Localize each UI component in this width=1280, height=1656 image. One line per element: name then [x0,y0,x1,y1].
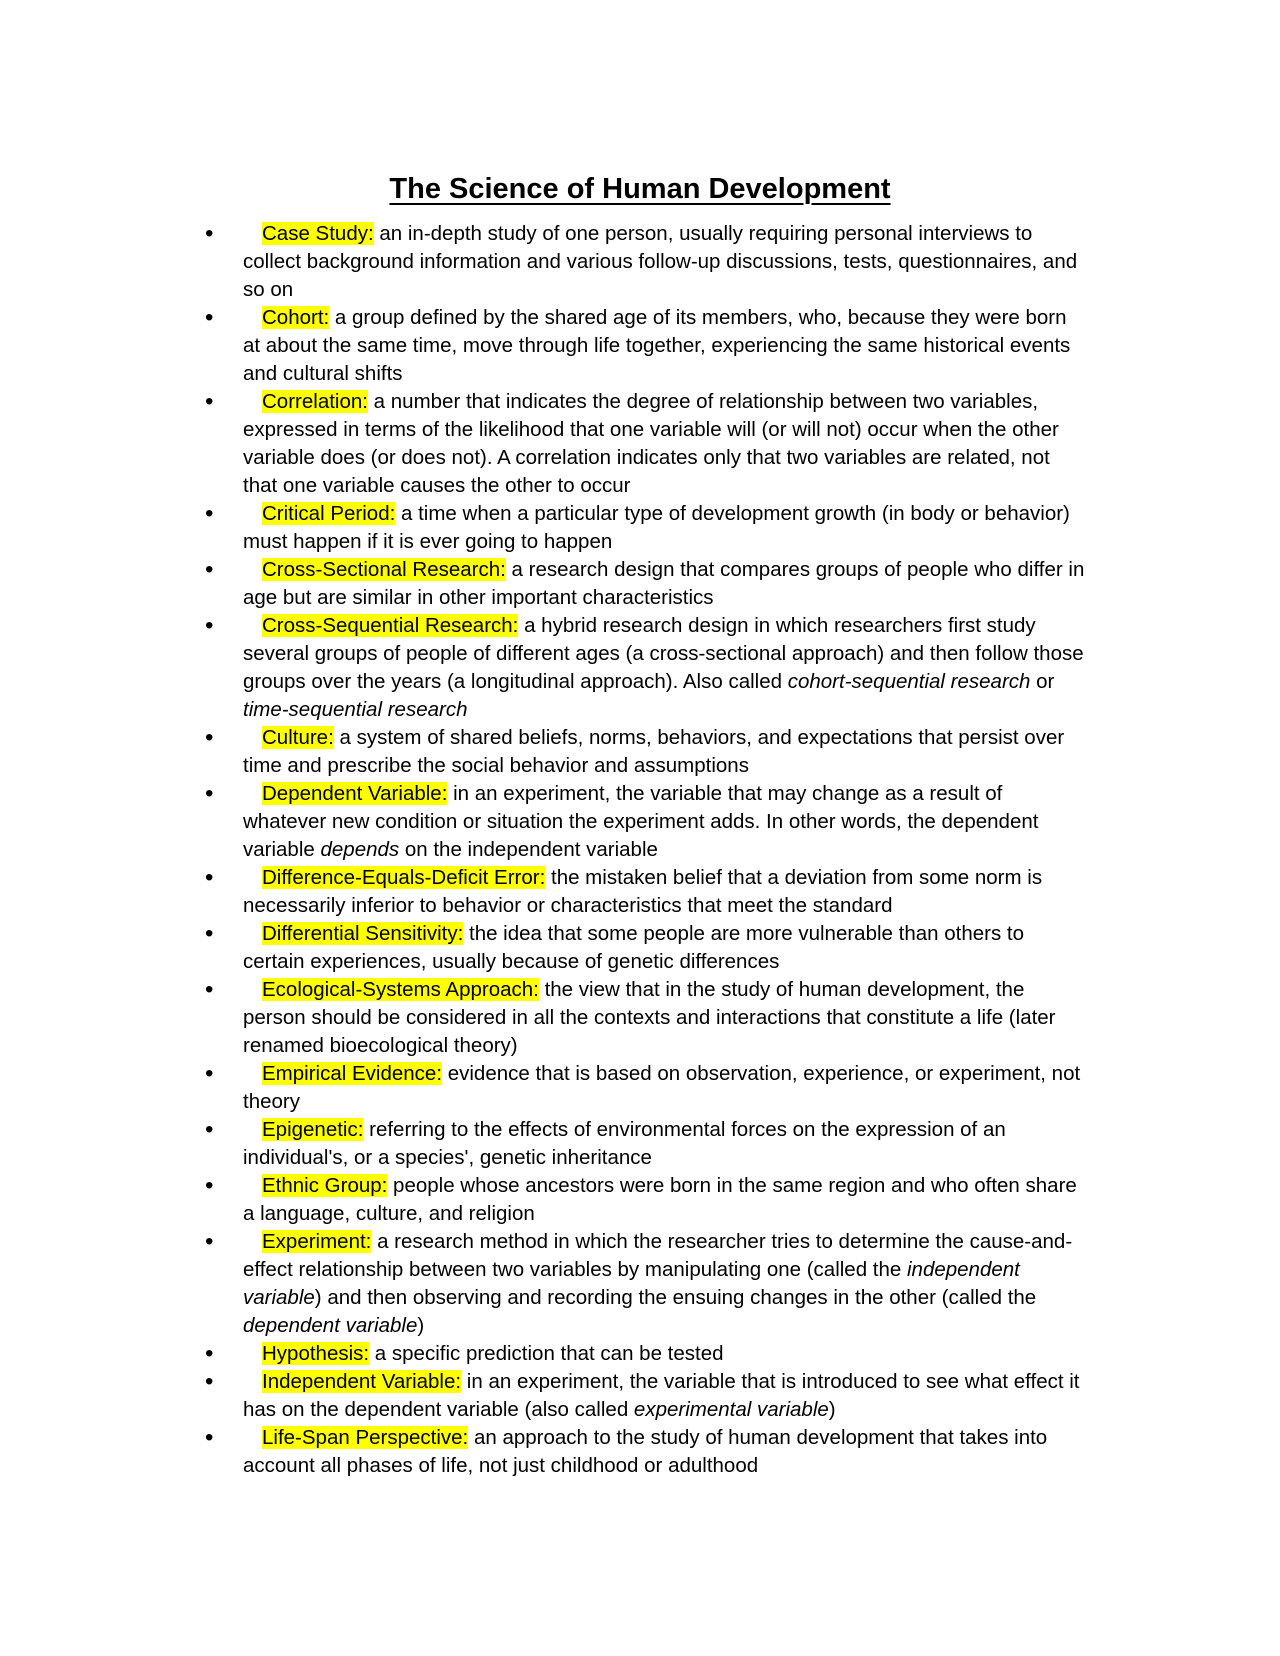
bullet-icon: • [205,724,214,751]
bullet-icon: • [205,1060,214,1087]
glossary-entry [205,920,1085,976]
glossary-entry [205,500,1085,556]
glossary-entry [205,864,1085,920]
glossary-entry [205,1424,1085,1480]
glossary-entry [205,220,1085,304]
glossary-entry [205,1368,1085,1424]
glossary-term: Case Study: [262,222,374,245]
bullet-icon: • [205,1340,214,1367]
glossary-term: Life-Span Perspective: [262,1426,469,1449]
definition-text: a specific prediction that can be tested [369,1342,724,1365]
definition-text: referring to the effects of environmental forces on the expression of an individual's, or a species', genetic inheritance [243,1118,1006,1169]
bullet-icon: • [205,220,214,247]
definition-italic-text: cohort-sequential research [787,670,1031,693]
bullet-icon: • [205,1368,214,1395]
bullet-icon: • [205,500,214,527]
glossary-term: Hypothesis: [262,1342,370,1365]
bullet-icon: • [205,1424,214,1451]
definition-text: a system of shared beliefs, norms, behaviors, and expectations that persist over time and prescribe the social behavior and assumptions [243,726,1065,777]
bullet-icon: • [205,388,214,415]
bullet-icon: • [205,1228,214,1255]
glossary-entry [205,1116,1085,1172]
definition-italic-text: depends [320,838,400,861]
glossary-term: Experiment: [262,1230,372,1253]
definition-italic-text: time-sequential research [243,698,468,721]
glossary-entry [205,304,1085,388]
definition-text: a group defined by the shared age of its members, who, because they were born at about the same time, move through life together, experiencing the same historical events and cultural shifts [243,306,1071,385]
definition-text: an in-depth study of one person, usually requiring personal interviews to collect background information and various follow-up discussions, tests, questionnaires, and so on [243,222,1078,301]
bullet-icon: • [205,864,214,891]
glossary-term: Differential Sensitivity: [262,922,464,945]
definition-text: the mistaken belief that a deviation from some norm is necessarily inferior to behavior or characteristics that meet the standard [243,866,1043,917]
bullet-icon: • [205,976,214,1003]
definition-text: evidence that is based on observation, experience, or experiment, not theory [243,1062,1081,1113]
glossary-entry [205,1228,1085,1340]
bullet-icon: • [205,780,214,807]
definition-text: ) and then observing and recording the ensuing changes in the other (called the [314,1286,1037,1309]
glossary-term: Critical Period: [262,502,396,525]
definition-text: an approach to the study of human development that takes into account all phases of life, not just childhood or adulthood [243,1426,1048,1477]
glossary-entry [205,976,1085,1060]
definition-text: people whose ancestors were born in the same region and who often share a language, culture, and religion [243,1174,1077,1225]
glossary-entry [205,612,1085,724]
glossary-list [205,220,1085,1480]
definition-italic-text: dependent variable [243,1314,418,1337]
definition-italic-text: experimental variable [633,1398,829,1421]
glossary-term: Dependent Variable: [262,782,448,805]
bullet-icon: • [205,1172,214,1199]
bullet-icon: • [205,556,214,583]
glossary-entry [205,1340,1085,1368]
definition-text: a research design that compares groups of people who differ in age but are similar in other important characteristics [243,558,1085,609]
definition-text: ) [417,1314,425,1337]
definition-text: a time when a particular type of development growth (in body or behavior) must happen if it is ever going to happen [243,502,1070,553]
definition-text: the idea that some people are more vulnerable than others to certain experiences, usually because of genetic differences [243,922,1024,973]
page-title: The Science of Human Development [389,173,891,206]
bullet-icon: • [205,1116,214,1143]
definition-text: on the independent variable [399,838,658,861]
glossary-entry [205,780,1085,864]
glossary-entry [205,724,1085,780]
definition-text: or [1030,670,1055,693]
definition-text: a research method in which the researcher tries to determine the cause-and-effect relationship between two variables by manipulating one (called the [243,1230,1073,1281]
glossary-term: Culture: [262,726,334,749]
glossary-entry [205,1172,1085,1228]
definition-text: a number that indicates the degree of relationship between two variables, expressed in terms of the likelihood that one variable will (or will not) occur when the other variable does (or does not). A correlation indicates only that two variables are related, not that one variable causes the other to occur [243,390,1059,497]
definition-text: in an experiment, the variable that may change as a result of whatever new condition or situation the experiment adds. In other words, the dependent variable [243,782,1039,861]
definition-text: in an experiment, the variable that is introduced to see what effect it has on the dependent variable (also called [243,1370,1080,1421]
definition-text: ) [828,1398,836,1421]
glossary-entry [205,1060,1085,1116]
bullet-icon: • [205,612,214,639]
glossary-term: Ecological-Systems Approach: [262,978,539,1001]
definition-text: a hybrid research design in which researchers first study several groups of people of different ages (a cross-sectional approach) and then follow those groups over the years (a longitudinal approach). Also called [243,614,1084,693]
definition-italic-text: independent variable [243,1258,1020,1309]
glossary-term: Ethnic Group: [262,1174,388,1197]
bullet-icon: • [205,920,214,947]
bullet-icon: • [205,304,214,331]
glossary-term: Cross-Sectional Research: [262,558,506,581]
glossary-term: Cross-Sequential Research: [262,614,519,637]
glossary-term: Independent Variable: [262,1370,462,1393]
glossary-term: Epigenetic: [262,1118,364,1141]
glossary-entry [205,556,1085,612]
definition-text: the view that in the study of human development, the person should be considered in all the contexts and interactions that constitute a life (later renamed bioecological theory) [243,978,1056,1057]
glossary-term: Cohort: [262,306,330,329]
glossary-term: Correlation: [262,390,368,413]
glossary-term: Empirical Evidence: [262,1062,443,1085]
glossary-term: Difference-Equals-Deficit Error: [262,866,546,889]
glossary-entry [205,388,1085,500]
